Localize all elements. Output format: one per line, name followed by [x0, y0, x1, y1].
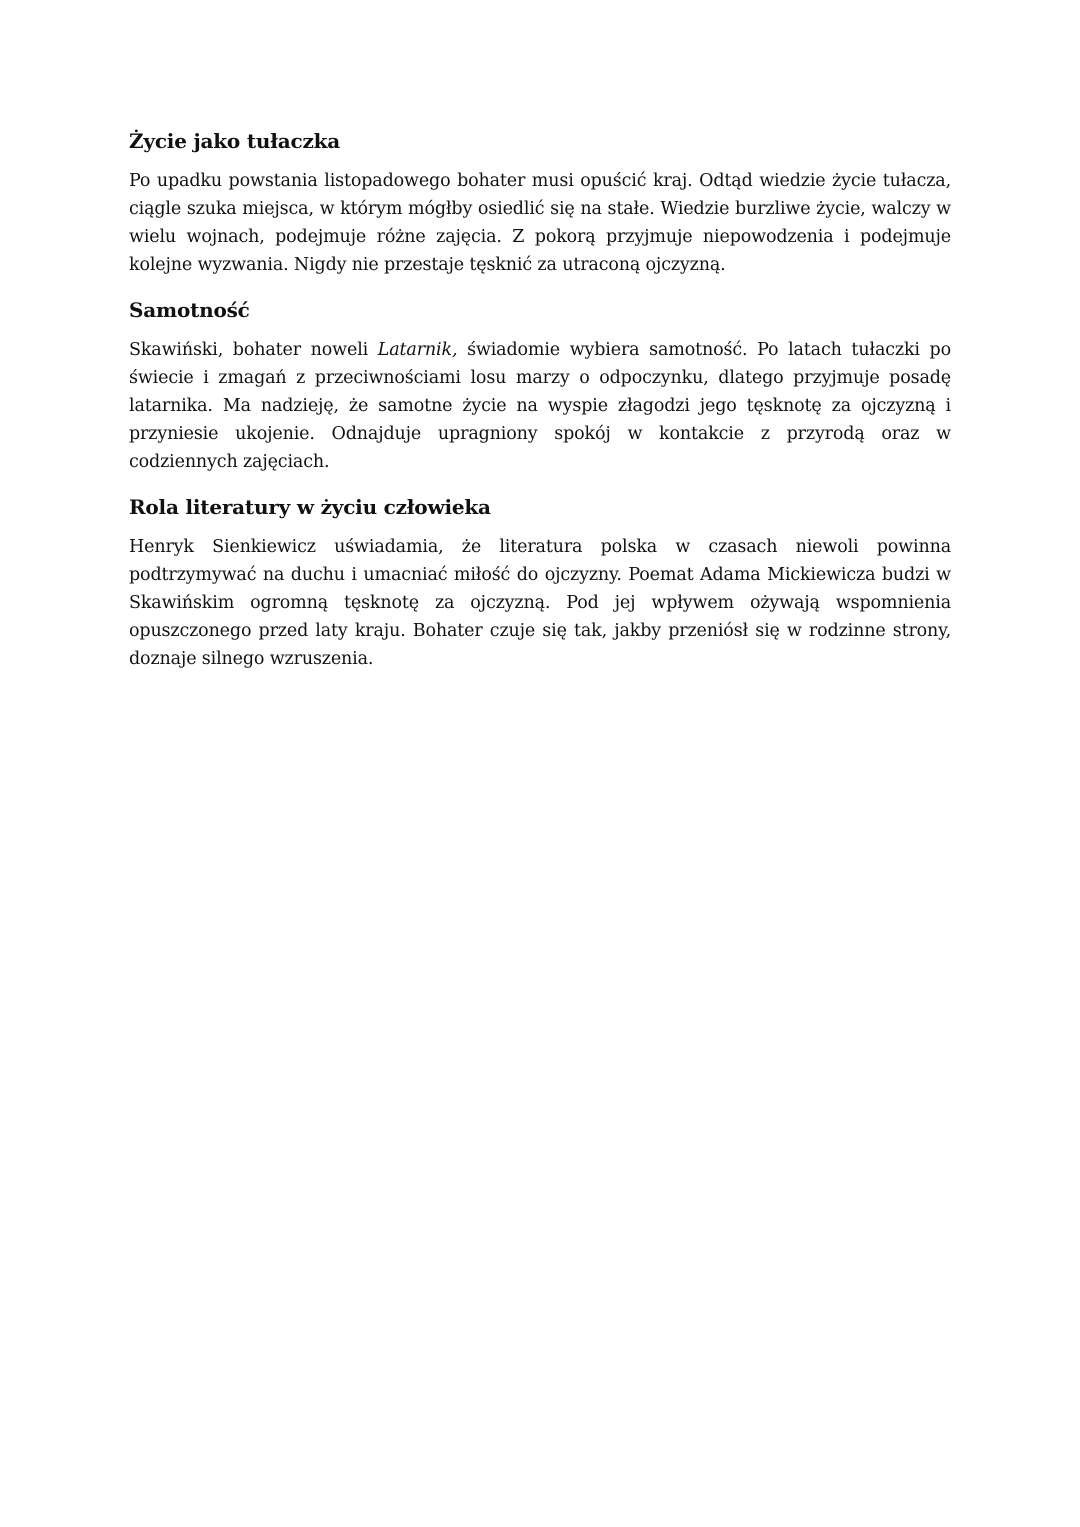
section-paragraph	[129, 336, 951, 476]
section-zycie-jako-tulaczka	[129, 124, 951, 279]
section-rola-literatury	[129, 490, 951, 673]
paragraph-text: świadomie wybiera samotność. Po latach tułaczki po świecie i zmagań z przeciwnościami losu marzy o odpoczynku, dlatego przyjmuje posadę latarnika. Ma nadzieję, że samotne życie na wyspie złagodzi jego tęsknotę za ojczyzną i przyniesie ukojenie. Odnajduje upragniony spokój w kontakcie z przyrodą oraz w codziennych zajęciach.	[129, 340, 951, 472]
section-heading: Życie jako tułaczka	[129, 129, 341, 153]
section-heading: Samotność	[129, 298, 250, 322]
section-samotnosc	[129, 293, 951, 476]
section-paragraph: Henryk Sienkiewicz uświadamia, że literatura polska w czasach niewoli powinna podtrzymywać na duchu i umacniać miłość do ojczyzny. Poemat Adama Mickiewicza budzi w Skawińskim ogromną tęsknotę za ojczyzną. Pod jej wpływem ożywają wspomnienia opuszczonego przed laty kraju. Bohater czuje się tak, jakby przeniósł się w rodzinne strony, doznaje silnego wzruszenia.	[129, 537, 951, 669]
section-paragraph: Po upadku powstania listopadowego bohater musi opuścić kraj. Odtąd wiedzie życie tułacza, ciągle szuka miejsca, w którym mógłby osiedlić się na stałe. Wiedzie burzliwe życie, walczy w wielu wojnach, podejmuje różne zajęcia. Z pokorą przyjmuje niepowodzenia i podejmuje kolejne wyzwania. Nigdy nie przestaje tęsknić za utraconą ojczyzną.	[129, 171, 951, 275]
paragraph-text: Skawiński, bohater noweli	[129, 340, 378, 360]
section-heading: Rola literatury w życiu człowieka	[129, 495, 491, 519]
document-page	[129, 124, 951, 687]
book-title-italic: Latarnik,	[377, 340, 458, 360]
